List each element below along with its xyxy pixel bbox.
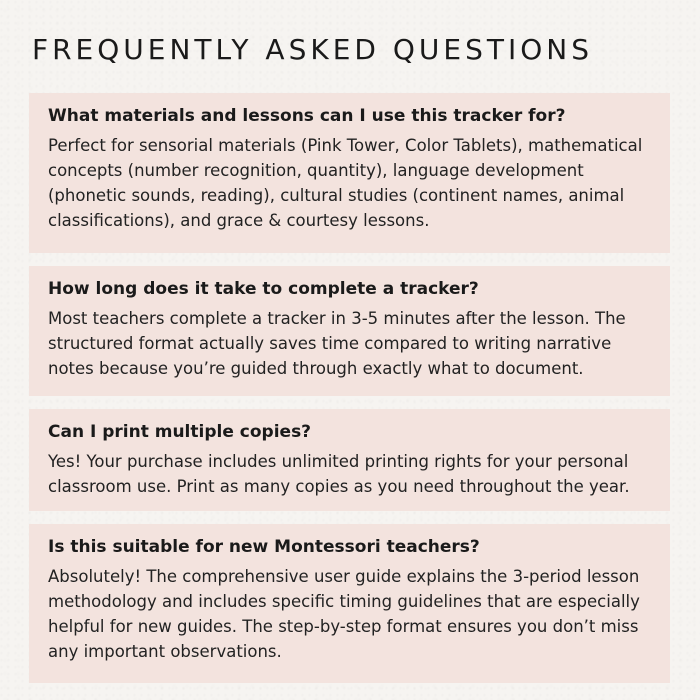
faq-item [29, 93, 670, 253]
page-title: FREQUENTLY ASKED QUESTIONS [32, 33, 593, 66]
faq-question: What materials and lessons can I use this tracker for? [48, 106, 566, 126]
faq-item [29, 409, 670, 511]
faq-answer: Perfect for sensorial materials (Pink Tower, Color Tablets), mathematical concepts (number recognition, quantity), language development (phonetic sounds, reading), cultural studies (continent names, animal classifications), and grace & courtesy lessons. [48, 136, 643, 230]
faq-question: Is this suitable for new Montessori teachers? [48, 537, 480, 557]
faq-list [29, 93, 670, 683]
faq-answer: Yes! Your purchase includes unlimited printing rights for your personal classroom use. Print as many copies as you need throughout the year. [48, 452, 630, 496]
faq-answer: Absolutely! The comprehensive user guide explains the 3-period lesson methodology and includes specific timing guidelines that are especially helpful for new guides. The step-by-step format ensures you don’t miss any important observations. [48, 567, 640, 661]
faq-item [29, 524, 670, 683]
faq-item [29, 266, 670, 396]
faq-answer: Most teachers complete a tracker in 3-5 minutes after the lesson. The structured format actually saves time compared to writing narrative notes because you’re guided through exactly what to document. [48, 309, 626, 378]
faq-question: How long does it take to complete a tracker? [48, 279, 479, 299]
faq-question: Can I print multiple copies? [48, 422, 312, 442]
